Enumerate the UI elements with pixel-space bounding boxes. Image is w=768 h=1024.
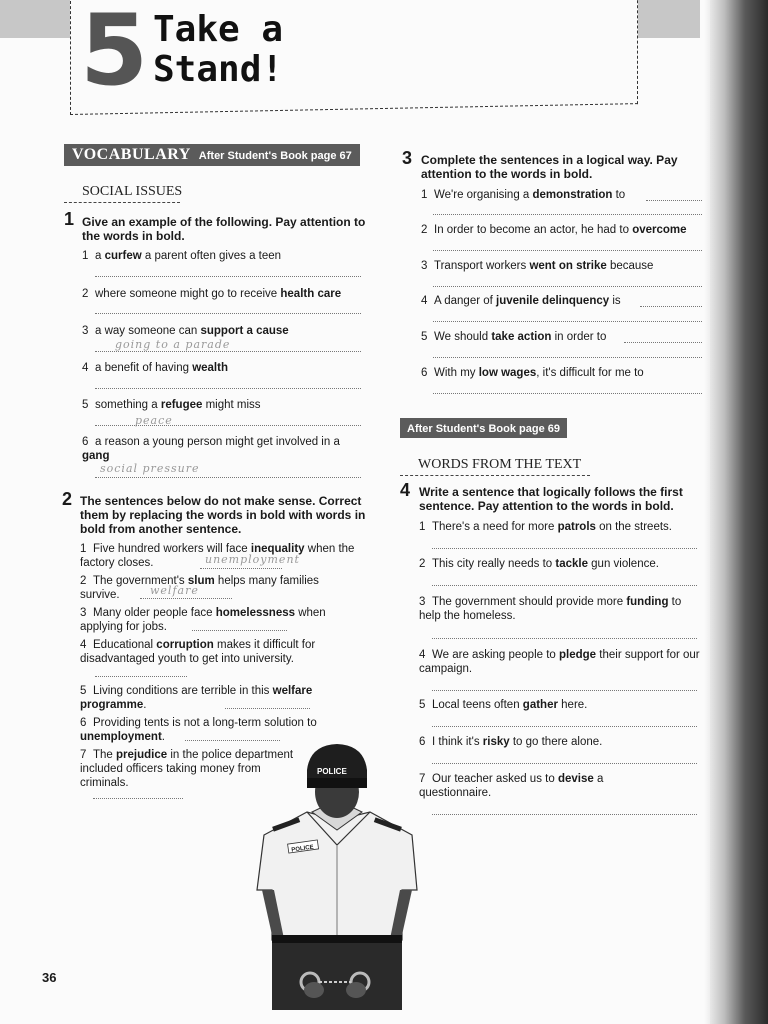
ex1-answer-line-3[interactable] [95,351,361,352]
section-social-issues: SOCIAL ISSUES [64,184,180,203]
ex2-answer-line-5[interactable] [225,708,310,709]
ex3-item-4: 4 A danger of juvenile delinquency is [421,295,621,307]
ex1-item-3: 3 a way someone can support a cause [82,325,289,337]
ex3-answer-line-1b[interactable] [433,214,702,215]
ex2-item-6: 6 Providing tents is not a long-term solution to unemployment. [80,717,317,743]
handwriting-peace: peace [135,414,173,427]
cap-text: POLICE [317,767,347,776]
book-page-69-banner [400,418,567,438]
ex4-item-4: 4 We are asking people to pledge their support for our campaign. [419,649,700,675]
book-spine-shadow [710,0,768,1024]
ex3-answer-line-3[interactable] [433,286,702,287]
ex4-item-3: 3 The government should provide more funding to help the homeless. [419,596,682,622]
ex1-answer-line-6[interactable] [95,477,361,478]
ex4-answer-line-6[interactable] [432,763,697,764]
ex3-answer-line-4a[interactable] [640,306,702,307]
unit-title-line-1: Take a [153,9,284,50]
ex3-answer-line-2[interactable] [433,250,702,251]
ex4-item-1: 1 There's a need for more patrols on the streets. [419,521,672,533]
ex1-answer-line-1[interactable] [95,276,361,277]
unit-title [153,10,283,90]
handwriting-welfare: welfare [150,584,199,597]
ex4-answer-line-7[interactable] [432,814,697,815]
ex3-number: 3 [402,148,413,168]
ex2-answer-line-4[interactable] [95,676,187,677]
ex2-item-3: 3 Many older people face homelessness when applying for jobs. [80,607,326,633]
ex2-item-5: 5 Living conditions are terrible in this welfare programme. [80,685,313,711]
ex4-item-6: 6 I think it's risky to go there alone. [419,736,603,748]
ex2-item-7: 7 The prejudice in the police department included officers taking money from criminals. [80,749,294,789]
ex4-answer-line-4[interactable] [432,690,697,691]
ex2-answer-line-3[interactable] [192,630,287,631]
ex2-answer-line-7[interactable] [93,798,183,799]
ex4-answer-line-1[interactable] [432,548,697,549]
ex4-item-5: 5 Local teens often gather here. [419,699,588,711]
ex3-answer-line-5a[interactable] [624,342,702,343]
ex3-item-5: 5 We should take action in order to [421,331,607,343]
ex1-item-4: 4 a benefit of having wealth [82,362,228,374]
ex2-item-1: 1 Five hundred workers will face inequality when the factory closes. [80,543,355,569]
badge-text: POLICE [291,844,315,854]
ex3-item-6: 6 With my low wages, it's difficult for me to [421,367,644,379]
section-words-from-text: WORDS FROM THE TEXT [400,457,590,476]
ex1-item-6: 6 a reason a young person might get involved in a gang [82,436,340,462]
handwriting-going-to-parade: going to a parade [115,338,231,351]
ex1-answer-line-4[interactable] [95,388,361,389]
ex4-number: 4 [400,480,411,500]
ex4-instruction: Write a sentence that logically follows the first sentence. Pay attention to the words in bold. [419,485,683,513]
ex1-item-5: 5 something a refugee might miss [82,399,261,411]
unit-number: 5 [80,0,147,108]
ex2-answer-line-1[interactable] [200,568,282,569]
ex4-answer-line-2[interactable] [432,585,697,586]
ex3-answer-line-5b[interactable] [433,357,702,358]
vocabulary-sub: After Student's Book page 67 [198,150,352,162]
vocabulary-label: VOCABULARY [72,146,191,163]
ex4-item-2: 2 This city really needs to tackle gun violence. [419,558,659,570]
ex1-instruction: Give an example of the following. Pay attention to the words in bold. [82,215,366,243]
ex4-answer-line-5[interactable] [432,726,697,727]
ex3-item-3: 3 Transport workers went on strike because [421,260,654,272]
ex3-item-1: 1 We're organising a demonstration to [421,189,626,201]
police-officer-photo [252,740,422,1010]
ex1-answer-line-5[interactable] [95,425,361,426]
ex3-instruction: Complete the sentences in a logical way. Pay attention to the words in bold. [421,153,678,181]
ex2-instruction: The sentences below do not make sense. Correct them by replacing the words in bold with words in bold from another sentence. [80,494,366,536]
ex3-answer-line-1a[interactable] [646,200,702,201]
ex2-item-4: 4 Educational corruption makes it difficult for disadvantaged youth to get into university. [80,639,316,665]
ex4-answer-line-3[interactable] [432,638,697,639]
ex3-answer-line-4b[interactable] [433,321,702,322]
ex1-item-1: 1 a curfew a parent often gives a teen [82,250,282,262]
ex1-item-2: 2 where someone might go to receive health care [82,288,342,300]
vocabulary-banner [64,144,360,166]
ex2-number: 2 [62,489,73,509]
ex2-answer-line-2[interactable] [140,598,232,599]
ex4-item-7: 7 Our teacher asked us to devise a questionnaire. [419,773,604,799]
page-number: 36 [42,970,57,985]
ex1-number: 1 [64,209,75,229]
handwriting-social-pressure: social pressure [100,462,200,475]
book-page-69-label: After Student's Book page 69 [407,423,560,435]
handwriting-unemployment: unemployment [205,553,300,566]
ex3-item-2: 2 In order to become an actor, he had to overcome [421,224,687,236]
ex3-answer-line-6[interactable] [433,393,702,394]
unit-title-line-2: Stand! [153,49,284,90]
ex1-answer-line-2[interactable] [95,313,361,314]
ex2-item-2: 2 The government's slum helps many families survive. [80,575,319,601]
